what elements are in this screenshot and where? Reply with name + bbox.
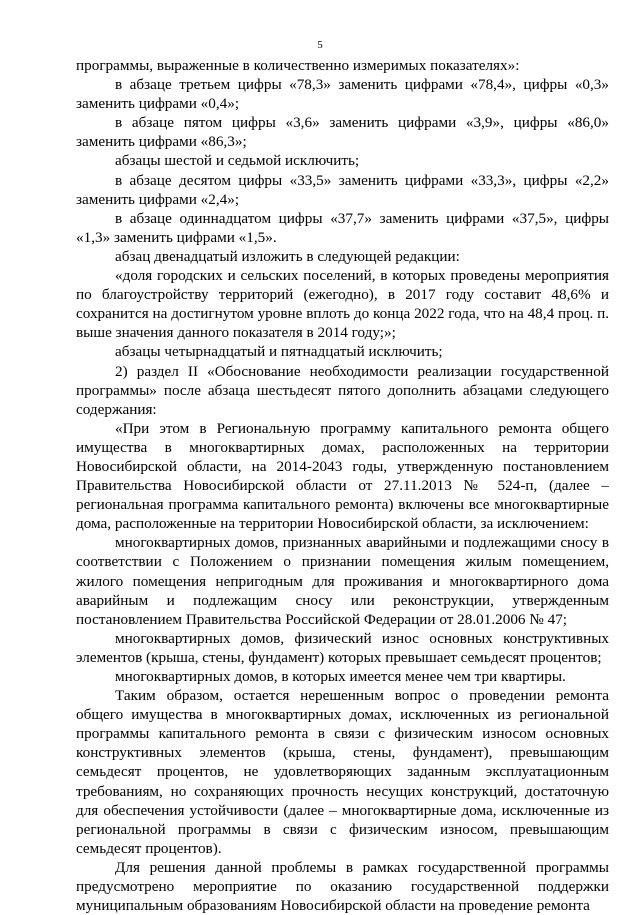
paragraph: абзац двенадцатый изложить в следующей редакции: — [115, 247, 460, 265]
paragraph: в абзаце третьем цифры «78,3» заменить цифрами «78,4», цифры «0,3» заменить цифрами «0,4»; — [76, 76, 609, 113]
paragraph: в абзаце десятом цифры «33,5» заменить цифрами «33,3», цифры «2,2» заменить цифрами «2,4»; — [76, 171, 609, 208]
page-number: 5 — [317, 39, 323, 51]
paragraph: многоквартирных домов, физический износ основных конструктивных элементов (крыша, стены, фундамент) которых превышает семьдесят процентов; — [76, 629, 609, 666]
paragraph: «При этом в Региональную программу капитального ремонта общего имущества в многоквартирных домах, расположенных на территории Новосибирской области, на 2014-2043 годы, утвержденную постановлением Правительства Новосибирской области от 27.11.2013 № 524-п, (далее – региональная программа капитального ремонта) включены все многоквартирные дома, расположенные на территории Новосибирской области, за исключением: — [76, 419, 609, 533]
paragraph: абзацы четырнадцатый и пятнадцатый исключить; — [115, 343, 443, 361]
paragraph: многоквартирных домов, признанных аварийными и подлежащими сносу в соответствии с Положением о признании помещения жилым помещением, жилого помещения непригодным для проживания и многоквартирного дома аварийным и подлежащим сносу или реконструкции, утвержденным постановлением Правительства Российской Федерации от 28.01.2006 № 47; — [76, 534, 609, 628]
paragraph: 2) раздел II «Обоснование необходимости реализации государственной программы» после абзаца шестьдесят пятого дополнить абзацами следующего содержания: — [76, 362, 609, 418]
paragraph: программы, выраженные в количественно измеримых показателях»: — [76, 57, 520, 74]
paragraph: Таким образом, остается нерешенным вопрос о проведении ремонта общего имущества в многоквартирных домах, исключенных из региональной программы капитального ремонта в связи с физическим износом основных конструктивных элементов (крыша, стены, фундамент), превышающим семьдесят процентов, не удовлетворяющих заданным эксплуатационным требованиям, но сохраняющих прочность несущих конструкций, достаточную для обеспечения устойчивости (далее – многоквартирные дома, исключенные из региональной программы в связи с физическим износом, превышающим семьдесят процентов). — [76, 687, 609, 857]
paragraph: «доля городских и сельских поселений, в которых проведены мероприятия по благоустройству территорий (ежегодно), в 2017 году составит 48,6% и сохранится на достигнутом уровне вплоть до конца 2022 года, что на 48,4 проц. п. выше значения данного показателя в 2014 году;»; — [76, 267, 609, 342]
paragraph: многоквартирных домов, в которых имеется менее чем три квартиры. — [115, 668, 566, 685]
paragraph: в абзаце одиннадцатом цифры «37,7» заменить цифрами «37,5», цифры «1,3» заменить цифрами «1,5». — [76, 209, 609, 246]
paragraph: Для решения данной проблемы в рамках государственной программы предусмотрено мероприятие по оказанию государственной поддержки муниципальным образованиям Новосибирской области на проведение ремонта — [76, 858, 609, 915]
document-body — [76, 56, 609, 915]
paragraph: абзацы шестой и седьмой исключить; — [115, 152, 360, 170]
paragraph: в абзаце пятом цифры «3,6» заменить цифрами «3,9», цифры «86,0» заменить цифрами «86,3»; — [76, 114, 609, 151]
